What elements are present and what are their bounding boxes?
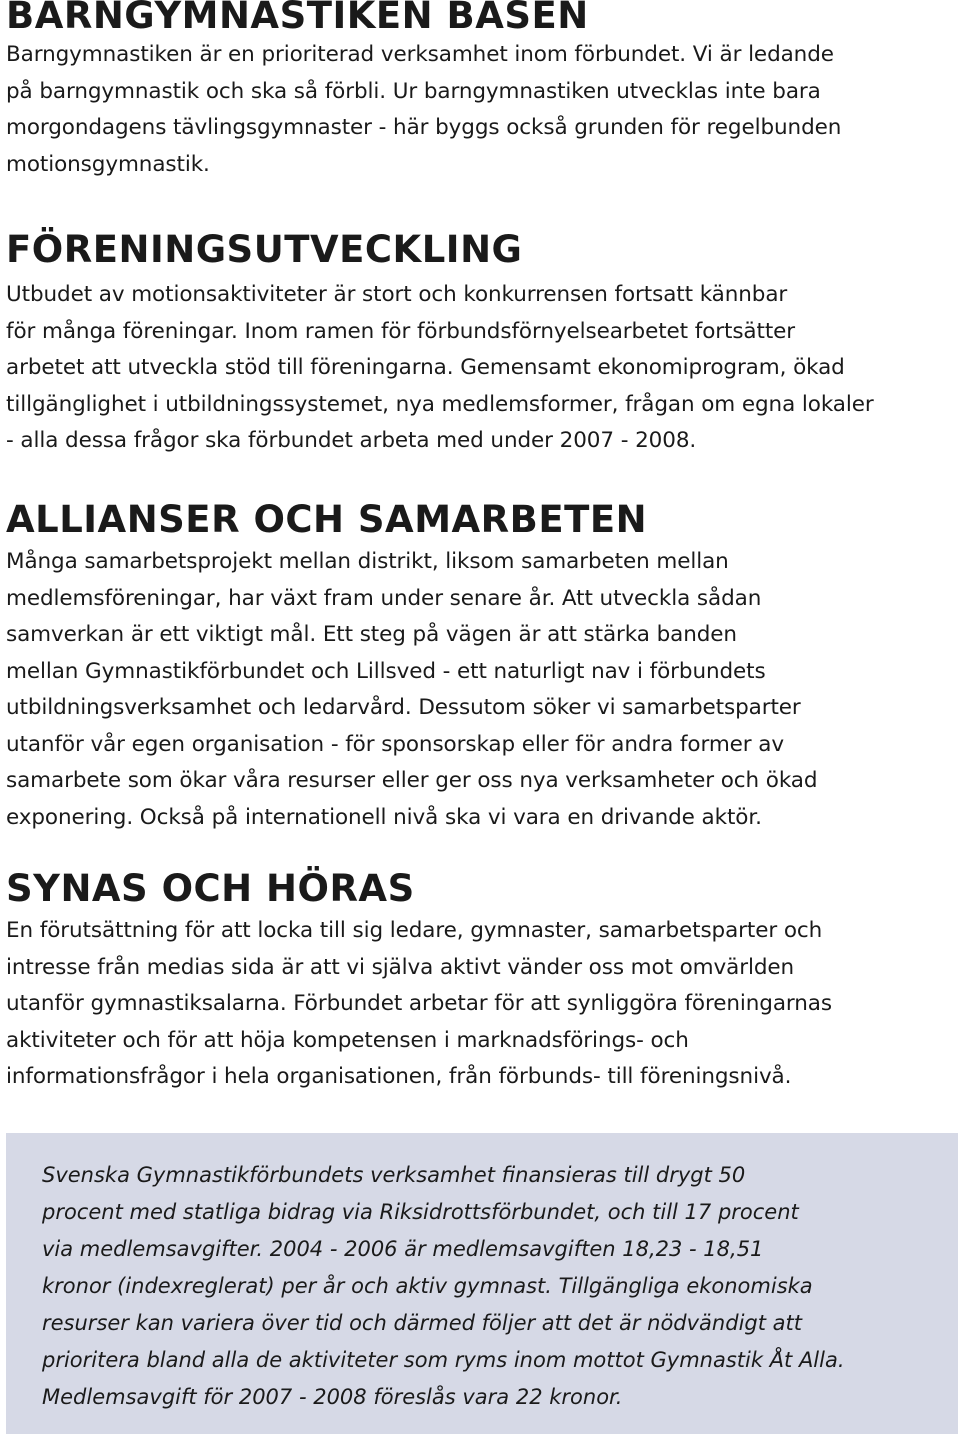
body-line: intresse från medias sida är att vi själva aktivt vänder oss mot omvärlden: [6, 954, 795, 980]
section-synas-och-horas: [6, 869, 956, 1096]
section-heading: FÖRENINGSUTVECKLING: [6, 228, 523, 271]
body-line: mellan Gymnastikförbundet och Lillsved - ett naturligt nav i förbundets: [6, 658, 766, 684]
body-line: informationsfrågor i hela organisationen, från förbunds- till föreningsnivå.: [6, 1064, 792, 1089]
info-line: Svenska Gymnastikförbundets verksamhet finansieras till drygt 50: [42, 1163, 746, 1187]
info-line: via medlemsavgifter. 2004 - 2006 är medlemsavgiften 18,23 - 18,51: [42, 1237, 764, 1261]
body-line: samarbete som ökar våra resurser eller ger oss nya verksamheter och ökad: [6, 768, 818, 793]
body-line: medlemsföreningar, har växt fram under senare år. Att utveckla sådan: [6, 585, 762, 611]
body-line: tillgänglighet i utbildningssystemet, nya medlemsformer, frågan om egna lokaler: [6, 391, 874, 417]
body-line: utanför gymnastiksalarna. Förbundet arbetar för att synliggöra föreningarnas: [6, 991, 832, 1016]
body-line: morgondagens tävlingsgymnaster - här byggs också grunden för regelbunden: [6, 115, 842, 140]
section-heading: BARNGYMNASTIKEN BASEN: [6, 0, 589, 37]
section-foreningsutveckling: [6, 230, 956, 460]
body-line: Barngymnastiken är en prioriterad verksamhet inom förbundet. Vi är ledande: [6, 42, 834, 67]
section-allianser: [6, 500, 956, 836]
info-box-financing: [6, 1133, 958, 1434]
section-body: [6, 37, 956, 183]
body-line: exponering. Också på internationell nivå ska vi vara en drivande aktör.: [6, 804, 762, 830]
section-body: [6, 277, 956, 460]
section-body: [6, 544, 956, 836]
body-line: arbetet att utveckla stöd till föreningarna. Gemensamt ekonomiprogram, ökad: [6, 355, 845, 380]
body-line: Många samarbetsprojekt mellan distrikt, liksom samarbeten mellan: [6, 549, 729, 574]
body-line: för många föreningar. Inom ramen för förbundsförnyelsearbetet fortsätter: [6, 318, 796, 344]
section-heading: ALLIANSER OCH SAMARBETEN: [6, 498, 648, 541]
body-line: - alla dessa frågor ska förbundet arbeta med under 2007 - 2008.: [6, 428, 697, 453]
info-line: procent med statliga bidrag via Riksidrottsförbundet, och till 17 procent: [42, 1200, 799, 1224]
body-line: aktiviteter och för att höja kompetensen i marknadsförings- och: [6, 1027, 689, 1053]
info-line: Medlemsavgift för 2007 - 2008 föreslås vara 22 kronor.: [42, 1385, 623, 1409]
body-line: Utbudet av motionsaktiviteter är stort och konkurrensen fortsatt kännbar: [6, 282, 788, 307]
info-line: kronor (indexreglerat) per år och aktiv gymnast. Tillgängliga ekonomiska: [42, 1274, 813, 1298]
section-heading: SYNAS OCH HÖRAS: [6, 867, 415, 910]
section-barngymnastiken: [6, 0, 956, 183]
info-box-text: [42, 1157, 845, 1416]
body-line: utanför vår egen organisation - för sponsorskap eller för andra former av: [6, 731, 784, 757]
body-line: En förutsättning för att locka till sig ledare, gymnaster, samarbetsparter och: [6, 918, 823, 943]
body-line: på barngymnastik och ska så förbli. Ur barngymnastiken utvecklas inte bara: [6, 78, 821, 104]
body-line: samverkan är ett viktigt mål. Ett steg på vägen är att stärka banden: [6, 622, 737, 647]
body-line: utbildningsverksamhet och ledarvård. Dessutom söker vi samarbetsparter: [6, 695, 801, 720]
info-line: prioritera bland alla de aktiviteter som ryms inom mottot Gymnastik Åt Alla.: [42, 1348, 845, 1372]
info-line: resurser kan variera över tid och därmed följer att det är nödvändigt att: [42, 1311, 802, 1335]
section-body: [6, 913, 956, 1096]
body-line: motionsgymnastik.: [6, 151, 210, 177]
